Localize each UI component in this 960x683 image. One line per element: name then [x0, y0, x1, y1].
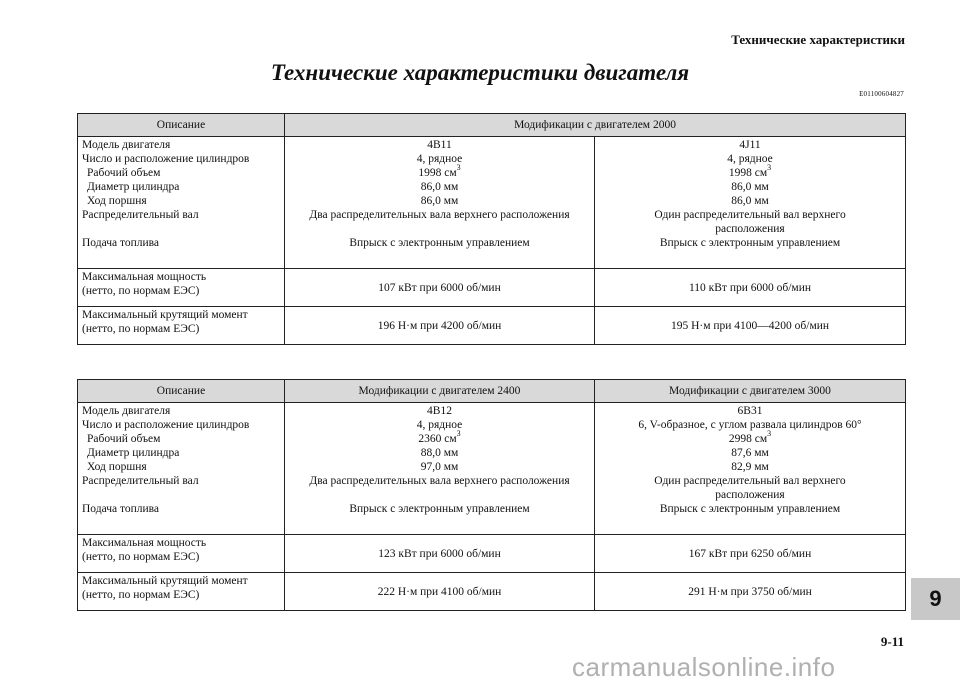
- spec-values-4b12: [285, 403, 595, 535]
- value-bore: 86,0 мм: [731, 181, 769, 193]
- label-max-power: Максимальная мощность (нетто, по нормам ЕЭС): [78, 269, 285, 307]
- value-torque-6b31: 291 Н·м при 3750 об/мин: [595, 573, 906, 611]
- value-power-4j11: 110 кВт при 6000 об/мин: [595, 269, 906, 307]
- label-max-torque: Максимальный крутящий момент (нетто, по нормам ЕЭС): [78, 573, 285, 611]
- engine-spec-table-2000: [77, 113, 906, 345]
- engine-spec-table-2400-3000: [77, 379, 906, 611]
- value-power-4b11: 107 кВт при 6000 об/мин: [285, 269, 595, 307]
- page-title: Технические характеристики двигателя: [270, 60, 690, 85]
- spec-values-4j11: [595, 137, 906, 269]
- chapter-tab: 9: [911, 578, 960, 620]
- header-description: Описание: [78, 114, 285, 137]
- value-torque-4j11: 195 Н·м при 4100—4200 об/мин: [595, 307, 906, 345]
- label-bore: Диаметр цилиндра: [87, 181, 180, 193]
- value-model: 6B31: [737, 405, 763, 417]
- value-camshaft: Один распределительный вал верхнего: [654, 209, 846, 221]
- value-fuel: Впрыск с электронным управлением: [349, 503, 530, 515]
- label-displacement: Рабочий объем: [87, 167, 161, 179]
- spec-values-6b31: [595, 403, 906, 535]
- value-bore: 88,0 мм: [420, 447, 459, 459]
- value-displacement: 1998 $см^3$: [418, 163, 461, 179]
- value-bore: 87,6 мм: [731, 447, 769, 459]
- label-cylinders: Число и расположение цилиндров: [82, 419, 250, 431]
- value-model: 4B11: [427, 139, 452, 151]
- spec-labels: [78, 403, 285, 535]
- label-cylinders: Число и расположение цилиндров: [82, 153, 250, 165]
- value-displacement: 2998 $см^3$: [728, 429, 772, 445]
- value-model: 4B12: [427, 405, 452, 417]
- header-modifications-2400: Модификации с двигателем 2400: [285, 380, 595, 403]
- value-power-4b12: 123 кВт при 6000 об/мин: [285, 535, 595, 573]
- value-stroke: 86,0 мм: [731, 195, 769, 207]
- value-camshaft-cont: расположения: [715, 489, 785, 501]
- spec-values-4b11: [285, 137, 595, 269]
- label-fuel-supply: Подача топлива: [82, 237, 160, 249]
- value-camshaft-cont: расположения: [715, 223, 785, 235]
- spec-labels: [78, 137, 285, 269]
- label-stroke: Ход поршня: [87, 195, 147, 207]
- value-torque-4b12: 222 Н·м при 4100 об/мин: [285, 573, 595, 611]
- value-camshaft: Один распределительный вал верхнего: [654, 475, 846, 487]
- value-fuel: Впрыск с электронным управлением: [659, 503, 841, 515]
- value-model: 4J11: [739, 139, 761, 151]
- page-number: 9-11: [880, 634, 904, 649]
- value-bore: 86,0 мм: [420, 181, 459, 193]
- label-bore: Диаметр цилиндра: [87, 447, 180, 459]
- value-cylinders: 4, рядное: [416, 419, 463, 431]
- watermark: carmanualsonline.info: [572, 652, 836, 682]
- label-max-torque: Максимальный крутящий момент (нетто, по нормам ЕЭС): [78, 307, 285, 345]
- label-max-power: Максимальная мощность (нетто, по нормам ЕЭС): [78, 535, 285, 573]
- value-torque-4b11: 196 Н·м при 4200 об/мин: [285, 307, 595, 345]
- label-fuel-supply: Подача топлива: [82, 503, 160, 515]
- value-camshaft: Два распределительных вала верхнего расположения: [309, 475, 570, 487]
- label-camshaft: Распределительный вал: [82, 209, 199, 221]
- label-engine-model: Модель двигателя: [82, 139, 171, 151]
- value-displacement: 2360 $см^3$: [418, 429, 461, 445]
- document-code: E01100604827: [859, 90, 904, 98]
- value-stroke: 86,0 мм: [420, 195, 459, 207]
- value-camshaft: Два распределительных вала верхнего расположения: [309, 209, 570, 221]
- label-displacement: Рабочий объем: [87, 433, 161, 445]
- value-stroke: 97,0 мм: [420, 461, 459, 473]
- value-displacement: 1998 $см^3$: [728, 163, 772, 179]
- value-cylinders: 4, рядное: [727, 153, 773, 165]
- header-description: Описание: [78, 380, 285, 403]
- header-modifications-3000: Модификации с двигателем 3000: [595, 380, 906, 403]
- header-modifications-2000: Модификации с двигателем 2000: [285, 114, 906, 137]
- label-engine-model: Модель двигателя: [82, 405, 171, 417]
- value-fuel: Впрыск с электронным управлением: [659, 237, 841, 249]
- value-fuel: Впрыск с электронным управлением: [349, 237, 530, 249]
- value-stroke: 82,9 мм: [731, 461, 769, 473]
- value-cylinders: 4, рядное: [416, 153, 463, 165]
- value-cylinders: 6, V-образное, с углом развала цилиндров 60°: [638, 419, 862, 431]
- label-camshaft: Распределительный вал: [82, 475, 199, 487]
- label-stroke: Ход поршня: [87, 461, 147, 473]
- running-head: Технические характеристики: [731, 32, 905, 47]
- value-power-6b31: 167 кВт при 6250 об/мин: [595, 535, 906, 573]
